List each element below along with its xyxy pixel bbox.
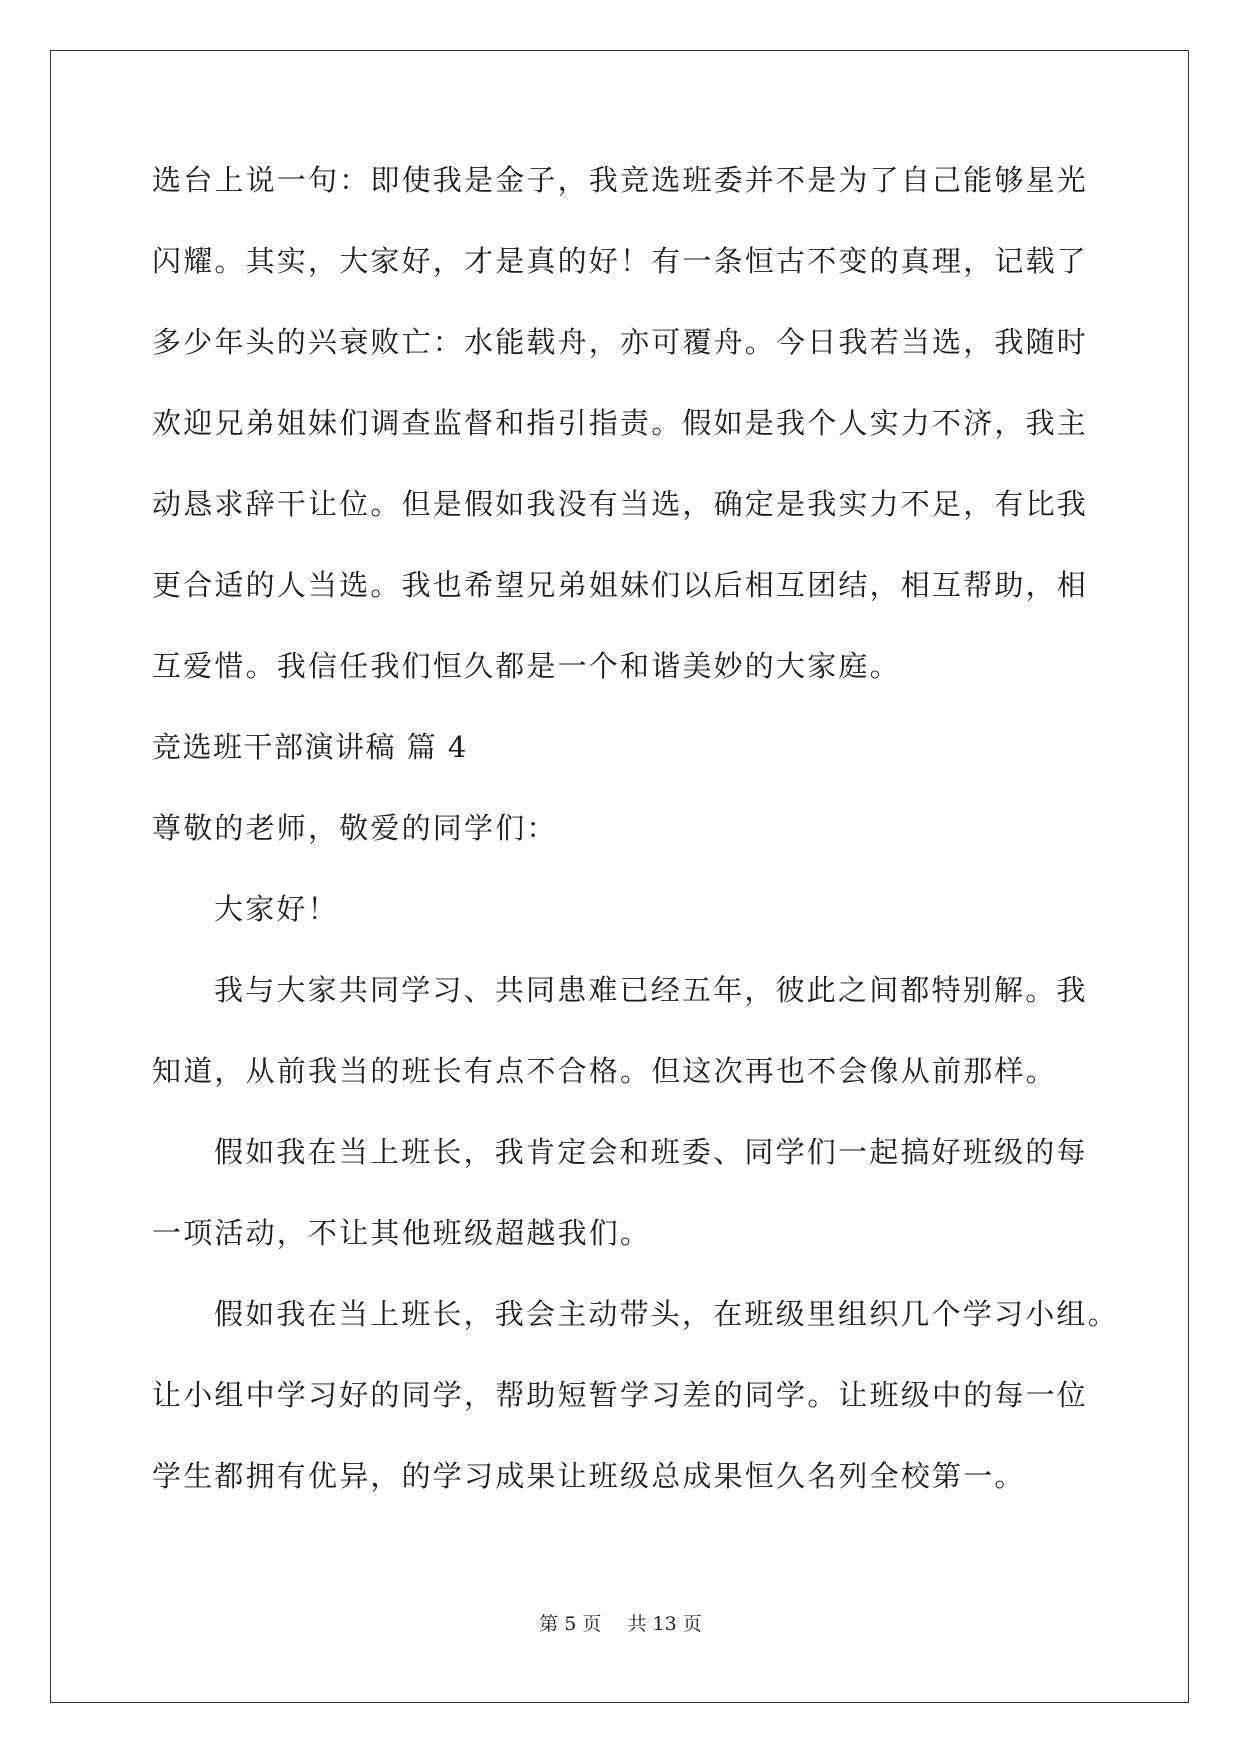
paragraph-line: 知道，从前我当的班长有点不合格。但这次再也不会像从前那样。 — [152, 1054, 1057, 1088]
page-footer — [0, 1612, 1241, 1636]
paragraph-line: 欢迎兄弟姐妹们调查监督和指引指责。假如是我个人实力不济，我主 — [152, 406, 1089, 440]
paragraph-line: 我与大家共同学习、共同患难已经五年，彼此之间都特别解。我 — [214, 973, 1088, 1007]
paragraph-line: 互爱惜。我信任我们恒久都是一个和谐美妙的大家庭。 — [152, 649, 901, 683]
paragraph-line: 假如我在当上班长，我会主动带头，在班级里组织几个学习小组。 — [214, 1297, 1119, 1331]
paragraph-line: 学生都拥有优异，的学习成果让班级总成果恒久名列全校第一。 — [152, 1459, 1026, 1493]
paragraph-line: 动恳求辞干让位。但是假如我没有当选，确定是我实力不足，有比我 — [152, 487, 1089, 521]
paragraph-line: 选台上说一句：即使我是金子，我竞选班委并不是为了自己能够星光 — [152, 163, 1089, 197]
paragraph-line: 假如我在当上班长，我肯定会和班委、同学们一起搞好班级的每 — [214, 1135, 1088, 1169]
paragraph-line: 一项活动，不让其他班级超越我们。 — [152, 1216, 652, 1250]
paragraph-line: 闪耀。其实，大家好，才是真的好！有一条恒古不变的真理，记载了 — [152, 244, 1089, 278]
page-number: 第 5 页 — [539, 1613, 602, 1635]
total-pages: 共 13 页 — [627, 1613, 702, 1635]
salutation: 尊敬的老师，敬爱的同学们： — [152, 811, 558, 845]
paragraph-line: 更合适的人当选。我也希望兄弟姐妹们以后相互团结，相互帮助，相 — [152, 568, 1089, 602]
greeting: 大家好！ — [214, 892, 339, 926]
section-heading: 竞选班干部演讲稿 篇 4 — [152, 730, 468, 764]
paragraph-line: 多少年头的兴衰败亡：水能载舟，亦可覆舟。今日我若当选，我随时 — [152, 325, 1089, 359]
paragraph-line: 让小组中学习好的同学，帮助短暂学习差的同学。让班级中的每一位 — [152, 1378, 1089, 1412]
document-body — [152, 160, 1119, 1537]
